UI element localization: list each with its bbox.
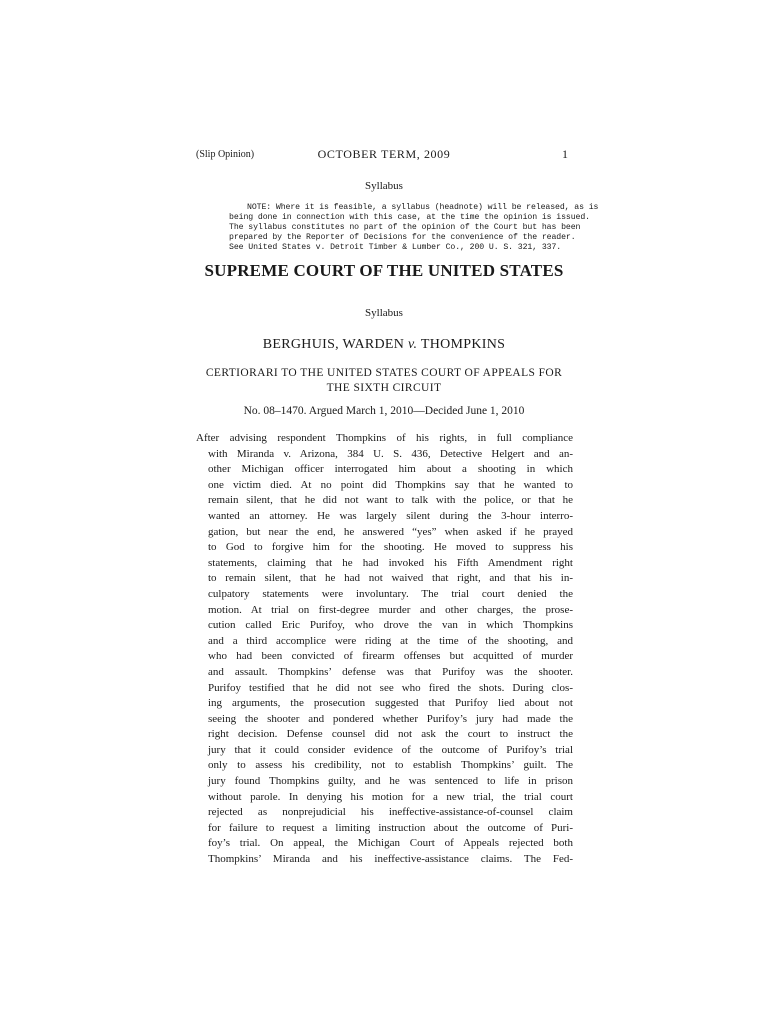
body-line: seeing the shooter and pondered whether Purifoy’s jury had made the <box>208 712 573 725</box>
body-line: After advising respondent Thompkins of his rights, in full compliance <box>196 432 573 444</box>
certiorari-line: CERTIORARI TO THE UNITED STATES COURT OF APPEALS FOR <box>205 367 563 379</box>
syllabus-heading: Syllabus <box>365 180 403 192</box>
body-line: only to assess his credibility, not to establish Thompkins’ guilt. The <box>208 759 573 772</box>
docket-line: No. 08–1470. Argued March 1, 2010—Decided June 1, 2010 <box>243 405 525 417</box>
body-line: other Michigan officer interrogated him about a shooting in which <box>208 463 573 476</box>
body-line: Purifoy testified that he did not see who fired the shots. During clos- <box>208 681 573 694</box>
body-line: jury that it could consider evidence of the outcome of Purifoy’s trial <box>208 743 573 756</box>
note-line: prepared by the Reporter of Decisions for the convenience of the reader. <box>229 233 576 242</box>
body-line: cution called Eric Purifoy, who drove the van in which Thompkins <box>208 619 573 632</box>
certiorari-line: THE SIXTH CIRCUIT <box>326 382 442 394</box>
page-number: 1 <box>562 147 568 161</box>
note-line: See United States v. Detroit Timber & Lumber Co., 200 U. S. 321, 337. <box>229 243 562 252</box>
body-line: and a third accomplice were riding at the time of the shooting, and <box>208 634 573 647</box>
court-name: SUPREME COURT OF THE UNITED STATES <box>204 261 564 280</box>
body-line: right decision. Defense counsel did not ask the court to instruct the <box>208 728 573 741</box>
body-line: foy’s trial. On appeal, the Michigan Court of Appeals rejected both <box>208 837 573 850</box>
reporter-note <box>229 203 599 253</box>
versus-label: v. <box>408 337 418 352</box>
body-line: to God to forgive him for the shooting. He moved to suppress his <box>208 541 573 554</box>
body-line: remain silent, that he did not want to talk with the police, or that he <box>208 494 573 507</box>
syllabus-heading-2: Syllabus <box>365 307 403 319</box>
body-line: rejected as nonprejudicial his ineffective-assistance-of-counsel claim <box>208 806 573 819</box>
body-line: jury found Thompkins guilty, and he was sentenced to life in prison <box>208 775 573 788</box>
note-line: being done in connection with this case, at the time the opinion is issued. <box>229 213 590 222</box>
term-label: OCTOBER TERM, 2009 <box>317 147 451 161</box>
body-line: and assault. Thompkins’ defense was that Purifoy was the shooter. <box>208 665 573 678</box>
slip-opinion-label: (Slip Opinion) <box>196 149 255 160</box>
petitioner-name: BERGHUIS, WARDEN <box>262 337 405 352</box>
body-line: gation, but near the end, he answered “yes” when asked if he prayed <box>208 525 573 538</box>
body-line: wanted an attorney. He was largely silent during the 3-hour interro- <box>208 509 573 522</box>
body-line: Thompkins’ Miranda and his ineffective-assistance claims. The Fed- <box>208 853 573 866</box>
certiorari-heading <box>196 366 572 396</box>
case-caption <box>196 337 572 353</box>
body-line: without parole. In denying his motion for a new trial, the trial court <box>208 790 573 803</box>
body-line: with Miranda v. Arizona, 384 U. S. 436, Detective Helgert and an- <box>208 447 573 460</box>
running-header <box>196 147 572 165</box>
note-line: The syllabus constitutes no part of the opinion of the Court but has been <box>229 223 581 232</box>
note-line: NOTE: Where it is feasible, a syllabus (headnote) will be released, as is <box>247 203 599 212</box>
body-line: ing arguments, the prosecution suggested that Purifoy lied about not <box>208 697 573 710</box>
body-line: who had been convicted of firearm offenses but acquitted of murder <box>208 650 573 663</box>
body-line: statements, claiming that he had invoked his Fifth Amendment right <box>208 556 573 569</box>
body-line: culpatory statements were involuntary. The trial court denied the <box>208 587 573 600</box>
body-line: one victim died. At no point did Thompkins say that he wanted to <box>208 478 573 491</box>
body-line: motion. At trial on first-degree murder and other charges, the prose- <box>208 603 573 616</box>
body-line: to remain silent, that he had not waived that right, and that his in- <box>208 572 573 585</box>
body-line: for failure to request a limiting instruction about the outcome of Puri- <box>208 821 573 834</box>
syllabus-body <box>196 431 573 868</box>
respondent-name: THOMPKINS <box>420 337 506 352</box>
